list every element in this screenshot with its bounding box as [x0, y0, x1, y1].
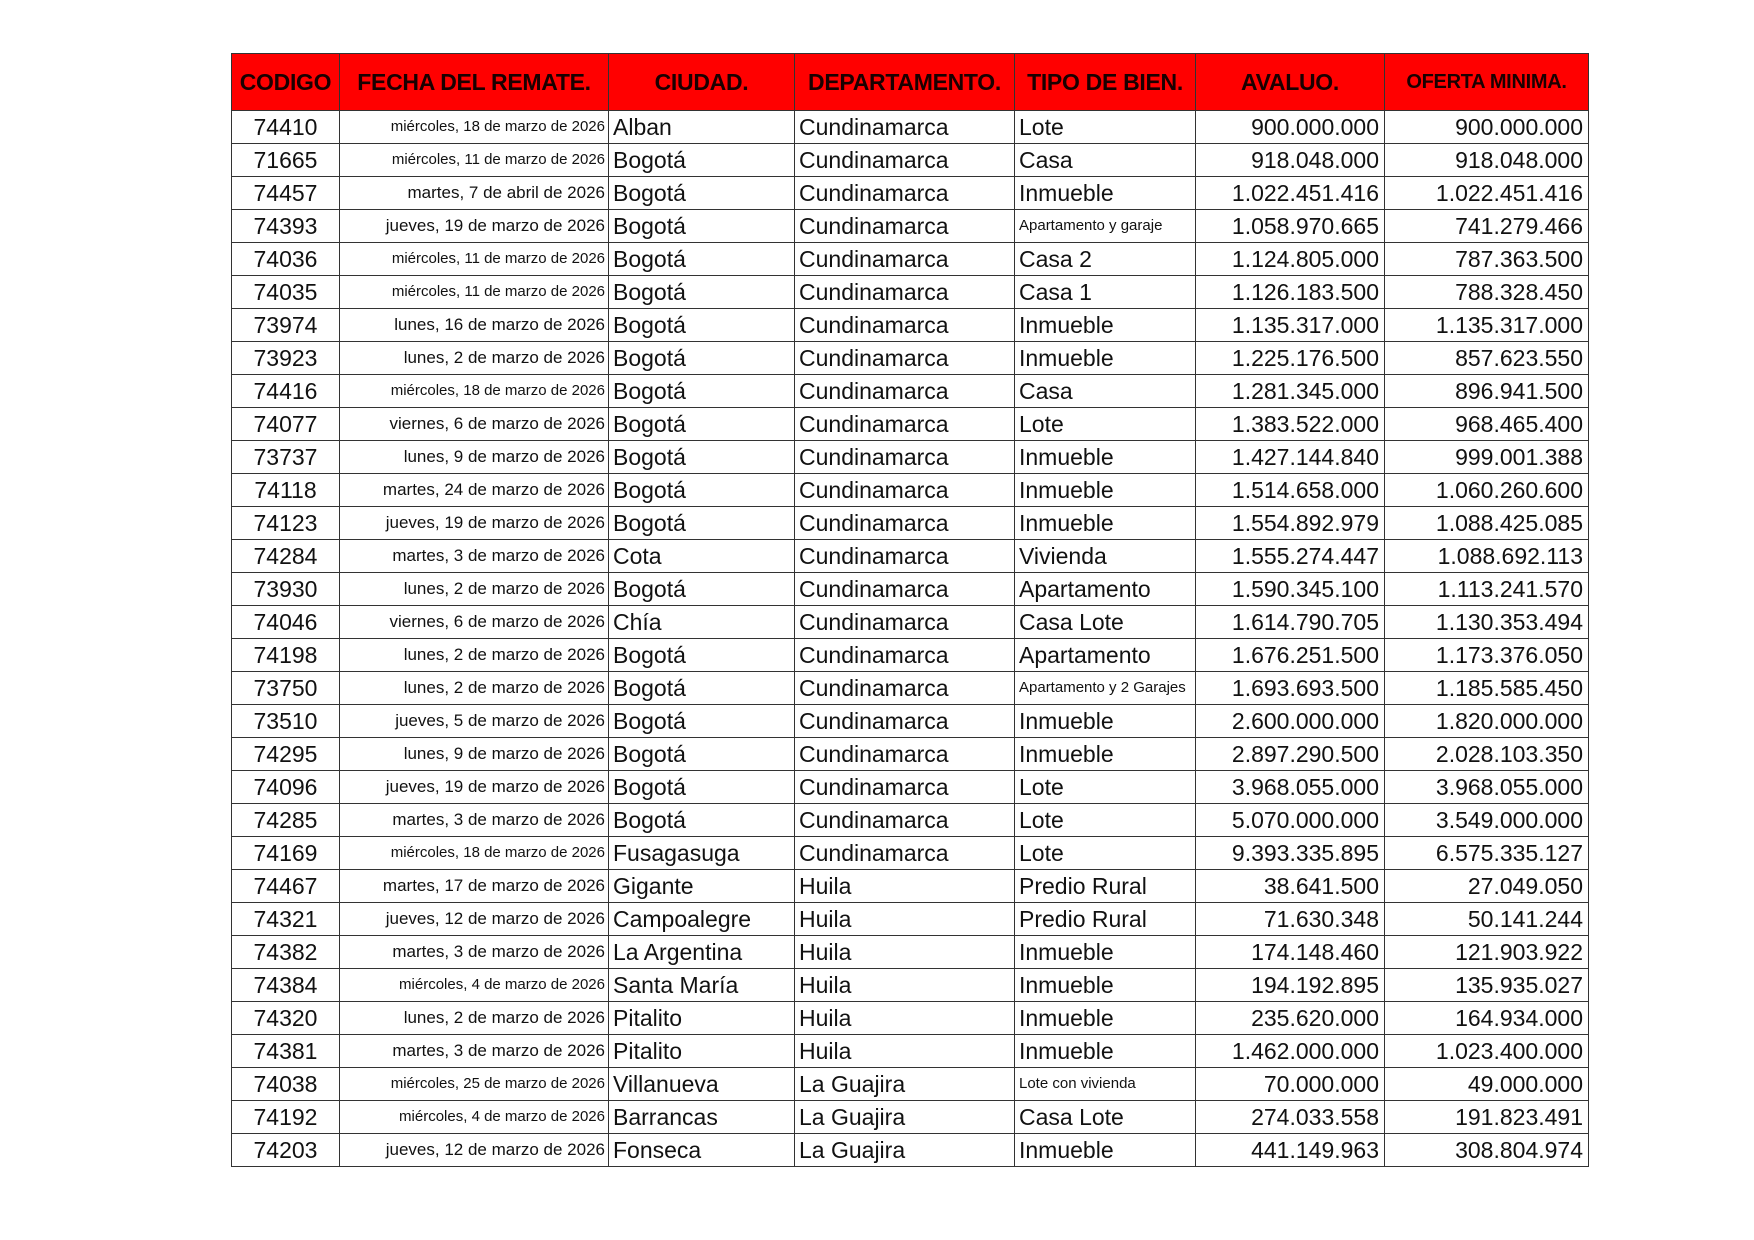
cell-oferta: 896.941.500: [1385, 375, 1589, 408]
cell-codigo: 74382: [232, 936, 340, 969]
cell-oferta: 1.060.260.600: [1385, 474, 1589, 507]
cell-tipo: Inmueble: [1015, 1134, 1196, 1167]
cell-tipo: Casa 2: [1015, 243, 1196, 276]
cell-oferta: 121.903.922: [1385, 936, 1589, 969]
cell-departamento: Cundinamarca: [795, 639, 1015, 672]
cell-tipo: Lote: [1015, 771, 1196, 804]
table-row: [232, 639, 1589, 672]
table-row: [232, 144, 1589, 177]
cell-codigo: 74123: [232, 507, 340, 540]
cell-departamento: Cundinamarca: [795, 441, 1015, 474]
cell-tipo: Predio Rural: [1015, 903, 1196, 936]
cell-fecha: martes, 17 de marzo de 2026: [340, 870, 609, 903]
cell-codigo: 73510: [232, 705, 340, 738]
cell-oferta: 1.135.317.000: [1385, 309, 1589, 342]
header-oferta: OFERTA MINIMA.: [1385, 54, 1589, 111]
cell-departamento: Cundinamarca: [795, 408, 1015, 441]
cell-avaluo: 900.000.000: [1196, 111, 1385, 144]
cell-tipo: Lote con vivienda: [1015, 1068, 1196, 1101]
cell-fecha: martes, 3 de marzo de 2026: [340, 1035, 609, 1068]
cell-ciudad: Villanueva: [609, 1068, 795, 1101]
cell-avaluo: 1.281.345.000: [1196, 375, 1385, 408]
cell-avaluo: 1.383.522.000: [1196, 408, 1385, 441]
cell-departamento: Cundinamarca: [795, 540, 1015, 573]
cell-departamento: Cundinamarca: [795, 738, 1015, 771]
auction-sheet: [231, 53, 1588, 1167]
cell-fecha: lunes, 9 de marzo de 2026: [340, 738, 609, 771]
cell-departamento: La Guajira: [795, 1101, 1015, 1134]
cell-ciudad: Bogotá: [609, 243, 795, 276]
header-avaluo: AVALUO.: [1196, 54, 1385, 111]
cell-tipo: Inmueble: [1015, 474, 1196, 507]
cell-oferta: 164.934.000: [1385, 1002, 1589, 1035]
cell-departamento: Cundinamarca: [795, 507, 1015, 540]
cell-tipo: Apartamento: [1015, 573, 1196, 606]
cell-ciudad: Bogotá: [609, 408, 795, 441]
cell-avaluo: 5.070.000.000: [1196, 804, 1385, 837]
cell-departamento: Huila: [795, 936, 1015, 969]
cell-ciudad: Barrancas: [609, 1101, 795, 1134]
cell-codigo: 74192: [232, 1101, 340, 1134]
cell-avaluo: 1.676.251.500: [1196, 639, 1385, 672]
cell-departamento: Cundinamarca: [795, 672, 1015, 705]
cell-oferta: 1.022.451.416: [1385, 177, 1589, 210]
cell-departamento: Cundinamarca: [795, 342, 1015, 375]
table-row: [232, 375, 1589, 408]
cell-fecha: lunes, 2 de marzo de 2026: [340, 1002, 609, 1035]
table-row: [232, 705, 1589, 738]
cell-tipo: Inmueble: [1015, 969, 1196, 1002]
cell-codigo: 73974: [232, 309, 340, 342]
cell-ciudad: Alban: [609, 111, 795, 144]
cell-tipo: Casa Lote: [1015, 606, 1196, 639]
cell-codigo: 74467: [232, 870, 340, 903]
cell-departamento: La Guajira: [795, 1134, 1015, 1167]
cell-tipo: Apartamento y garaje: [1015, 210, 1196, 243]
cell-avaluo: 38.641.500: [1196, 870, 1385, 903]
cell-avaluo: 71.630.348: [1196, 903, 1385, 936]
cell-avaluo: 274.033.558: [1196, 1101, 1385, 1134]
cell-avaluo: 1.427.144.840: [1196, 441, 1385, 474]
cell-codigo: 74457: [232, 177, 340, 210]
cell-tipo: Lote: [1015, 804, 1196, 837]
header-fecha: FECHA DEL REMATE.: [340, 54, 609, 111]
auction-table: [231, 53, 1589, 1167]
cell-oferta: 968.465.400: [1385, 408, 1589, 441]
cell-ciudad: Chía: [609, 606, 795, 639]
table-row: [232, 507, 1589, 540]
cell-tipo: Inmueble: [1015, 705, 1196, 738]
header-row: [232, 54, 1589, 111]
cell-tipo: Apartamento: [1015, 639, 1196, 672]
cell-departamento: Cundinamarca: [795, 573, 1015, 606]
cell-codigo: 74198: [232, 639, 340, 672]
cell-tipo: Inmueble: [1015, 507, 1196, 540]
cell-oferta: 191.823.491: [1385, 1101, 1589, 1134]
cell-fecha: martes, 3 de marzo de 2026: [340, 936, 609, 969]
cell-codigo: 74035: [232, 276, 340, 309]
cell-codigo: 74384: [232, 969, 340, 1002]
cell-oferta: 1.088.692.113: [1385, 540, 1589, 573]
cell-fecha: miércoles, 18 de marzo de 2026: [340, 111, 609, 144]
cell-fecha: miércoles, 11 de marzo de 2026: [340, 276, 609, 309]
cell-fecha: miércoles, 4 de marzo de 2026: [340, 969, 609, 1002]
cell-codigo: 74284: [232, 540, 340, 573]
cell-ciudad: Santa María: [609, 969, 795, 1002]
cell-fecha: lunes, 2 de marzo de 2026: [340, 342, 609, 375]
cell-oferta: 787.363.500: [1385, 243, 1589, 276]
cell-fecha: viernes, 6 de marzo de 2026: [340, 408, 609, 441]
table-row: [232, 1002, 1589, 1035]
cell-departamento: Cundinamarca: [795, 144, 1015, 177]
cell-tipo: Casa Lote: [1015, 1101, 1196, 1134]
cell-avaluo: 235.620.000: [1196, 1002, 1385, 1035]
cell-departamento: Cundinamarca: [795, 276, 1015, 309]
table-row: [232, 1134, 1589, 1167]
cell-tipo: Lote: [1015, 837, 1196, 870]
cell-departamento: Cundinamarca: [795, 111, 1015, 144]
cell-avaluo: 1.693.693.500: [1196, 672, 1385, 705]
cell-avaluo: 1.614.790.705: [1196, 606, 1385, 639]
cell-ciudad: Bogotá: [609, 441, 795, 474]
cell-ciudad: Cota: [609, 540, 795, 573]
cell-ciudad: Fusagasuga: [609, 837, 795, 870]
cell-tipo: Apartamento y 2 Garajes: [1015, 672, 1196, 705]
cell-codigo: 74169: [232, 837, 340, 870]
table-row: [232, 441, 1589, 474]
cell-departamento: Huila: [795, 969, 1015, 1002]
cell-tipo: Casa: [1015, 144, 1196, 177]
cell-ciudad: Bogotá: [609, 309, 795, 342]
table-row: [232, 210, 1589, 243]
cell-ciudad: Bogotá: [609, 639, 795, 672]
cell-ciudad: Bogotá: [609, 804, 795, 837]
cell-oferta: 2.028.103.350: [1385, 738, 1589, 771]
cell-fecha: miércoles, 4 de marzo de 2026: [340, 1101, 609, 1134]
cell-ciudad: Campoalegre: [609, 903, 795, 936]
header-departamento: DEPARTAMENTO.: [795, 54, 1015, 111]
cell-codigo: 74416: [232, 375, 340, 408]
cell-ciudad: Bogotá: [609, 507, 795, 540]
cell-oferta: 857.623.550: [1385, 342, 1589, 375]
cell-tipo: Inmueble: [1015, 309, 1196, 342]
cell-departamento: Cundinamarca: [795, 837, 1015, 870]
cell-tipo: Inmueble: [1015, 738, 1196, 771]
cell-codigo: 74203: [232, 1134, 340, 1167]
cell-oferta: 27.049.050: [1385, 870, 1589, 903]
cell-oferta: 50.141.244: [1385, 903, 1589, 936]
table-row: [232, 771, 1589, 804]
cell-fecha: jueves, 19 de marzo de 2026: [340, 771, 609, 804]
cell-fecha: jueves, 12 de marzo de 2026: [340, 903, 609, 936]
table-row: [232, 903, 1589, 936]
cell-departamento: Cundinamarca: [795, 771, 1015, 804]
cell-tipo: Inmueble: [1015, 1035, 1196, 1068]
cell-departamento: Cundinamarca: [795, 375, 1015, 408]
cell-ciudad: Bogotá: [609, 573, 795, 606]
cell-fecha: viernes, 6 de marzo de 2026: [340, 606, 609, 639]
cell-oferta: 900.000.000: [1385, 111, 1589, 144]
header-codigo: CODIGO: [232, 54, 340, 111]
cell-codigo: 74036: [232, 243, 340, 276]
cell-codigo: 74046: [232, 606, 340, 639]
cell-codigo: 73737: [232, 441, 340, 474]
cell-departamento: Cundinamarca: [795, 705, 1015, 738]
cell-codigo: 73750: [232, 672, 340, 705]
cell-tipo: Predio Rural: [1015, 870, 1196, 903]
cell-tipo: Lote: [1015, 408, 1196, 441]
table-row: [232, 540, 1589, 573]
cell-fecha: lunes, 2 de marzo de 2026: [340, 672, 609, 705]
cell-departamento: Cundinamarca: [795, 804, 1015, 837]
cell-tipo: Vivienda: [1015, 540, 1196, 573]
cell-ciudad: Bogotá: [609, 210, 795, 243]
cell-ciudad: Bogotá: [609, 276, 795, 309]
cell-fecha: jueves, 12 de marzo de 2026: [340, 1134, 609, 1167]
cell-codigo: 74118: [232, 474, 340, 507]
cell-fecha: jueves, 19 de marzo de 2026: [340, 507, 609, 540]
cell-oferta: 1.113.241.570: [1385, 573, 1589, 606]
table-row: [232, 177, 1589, 210]
cell-ciudad: Bogotá: [609, 144, 795, 177]
cell-fecha: jueves, 5 de marzo de 2026: [340, 705, 609, 738]
cell-departamento: Huila: [795, 1002, 1015, 1035]
cell-fecha: lunes, 9 de marzo de 2026: [340, 441, 609, 474]
cell-tipo: Inmueble: [1015, 936, 1196, 969]
table-row: [232, 870, 1589, 903]
cell-fecha: miércoles, 18 de marzo de 2026: [340, 375, 609, 408]
cell-ciudad: Bogotá: [609, 375, 795, 408]
header-tipo: TIPO DE BIEN.: [1015, 54, 1196, 111]
cell-fecha: martes, 24 de marzo de 2026: [340, 474, 609, 507]
cell-oferta: 1.130.353.494: [1385, 606, 1589, 639]
cell-departamento: Cundinamarca: [795, 474, 1015, 507]
cell-avaluo: 1.124.805.000: [1196, 243, 1385, 276]
cell-ciudad: Gigante: [609, 870, 795, 903]
table-row: [232, 474, 1589, 507]
cell-codigo: 74393: [232, 210, 340, 243]
cell-oferta: 1.820.000.000: [1385, 705, 1589, 738]
cell-ciudad: Pitalito: [609, 1002, 795, 1035]
cell-fecha: miércoles, 11 de marzo de 2026: [340, 243, 609, 276]
cell-tipo: Inmueble: [1015, 1002, 1196, 1035]
cell-oferta: 6.575.335.127: [1385, 837, 1589, 870]
cell-ciudad: Fonseca: [609, 1134, 795, 1167]
cell-fecha: lunes, 2 de marzo de 2026: [340, 573, 609, 606]
cell-avaluo: 9.393.335.895: [1196, 837, 1385, 870]
cell-avaluo: 1.135.317.000: [1196, 309, 1385, 342]
cell-avaluo: 441.149.963: [1196, 1134, 1385, 1167]
cell-fecha: lunes, 2 de marzo de 2026: [340, 639, 609, 672]
cell-codigo: 73923: [232, 342, 340, 375]
table-row: [232, 342, 1589, 375]
cell-departamento: Cundinamarca: [795, 309, 1015, 342]
table-row: [232, 672, 1589, 705]
cell-tipo: Inmueble: [1015, 342, 1196, 375]
header-ciudad: CIUDAD.: [609, 54, 795, 111]
cell-avaluo: 1.555.274.447: [1196, 540, 1385, 573]
cell-departamento: Cundinamarca: [795, 177, 1015, 210]
table-row: [232, 309, 1589, 342]
cell-departamento: Huila: [795, 1035, 1015, 1068]
cell-oferta: 1.088.425.085: [1385, 507, 1589, 540]
cell-codigo: 74038: [232, 1068, 340, 1101]
cell-oferta: 3.549.000.000: [1385, 804, 1589, 837]
cell-oferta: 741.279.466: [1385, 210, 1589, 243]
cell-avaluo: 1.126.183.500: [1196, 276, 1385, 309]
cell-codigo: 74381: [232, 1035, 340, 1068]
cell-oferta: 1.173.376.050: [1385, 639, 1589, 672]
table-body: [232, 111, 1589, 1167]
table-row: [232, 804, 1589, 837]
cell-codigo: 71665: [232, 144, 340, 177]
cell-avaluo: 3.968.055.000: [1196, 771, 1385, 804]
cell-oferta: 788.328.450: [1385, 276, 1589, 309]
cell-tipo: Inmueble: [1015, 177, 1196, 210]
cell-avaluo: 194.192.895: [1196, 969, 1385, 1002]
table-row: [232, 276, 1589, 309]
cell-codigo: 74295: [232, 738, 340, 771]
cell-avaluo: 70.000.000: [1196, 1068, 1385, 1101]
cell-ciudad: Bogotá: [609, 177, 795, 210]
cell-ciudad: Bogotá: [609, 705, 795, 738]
cell-avaluo: 1.554.892.979: [1196, 507, 1385, 540]
cell-avaluo: 918.048.000: [1196, 144, 1385, 177]
cell-avaluo: 1.590.345.100: [1196, 573, 1385, 606]
cell-oferta: 308.804.974: [1385, 1134, 1589, 1167]
table-row: [232, 1068, 1589, 1101]
table-row: [232, 969, 1589, 1002]
cell-codigo: 74410: [232, 111, 340, 144]
cell-tipo: Casa 1: [1015, 276, 1196, 309]
cell-oferta: 1.023.400.000: [1385, 1035, 1589, 1068]
cell-avaluo: 1.225.176.500: [1196, 342, 1385, 375]
cell-fecha: miércoles, 25 de marzo de 2026: [340, 1068, 609, 1101]
cell-ciudad: La Argentina: [609, 936, 795, 969]
table-row: [232, 1101, 1589, 1134]
table-row: [232, 837, 1589, 870]
cell-codigo: 74321: [232, 903, 340, 936]
cell-departamento: Cundinamarca: [795, 243, 1015, 276]
cell-codigo: 74320: [232, 1002, 340, 1035]
cell-ciudad: Pitalito: [609, 1035, 795, 1068]
cell-codigo: 74096: [232, 771, 340, 804]
cell-fecha: miércoles, 18 de marzo de 2026: [340, 837, 609, 870]
cell-tipo: Lote: [1015, 111, 1196, 144]
cell-codigo: 73930: [232, 573, 340, 606]
table-row: [232, 408, 1589, 441]
cell-oferta: 135.935.027: [1385, 969, 1589, 1002]
cell-avaluo: 2.600.000.000: [1196, 705, 1385, 738]
cell-departamento: La Guajira: [795, 1068, 1015, 1101]
cell-ciudad: Bogotá: [609, 672, 795, 705]
cell-departamento: Cundinamarca: [795, 210, 1015, 243]
cell-fecha: jueves, 19 de marzo de 2026: [340, 210, 609, 243]
cell-ciudad: Bogotá: [609, 342, 795, 375]
cell-fecha: martes, 3 de marzo de 2026: [340, 540, 609, 573]
cell-ciudad: Bogotá: [609, 771, 795, 804]
cell-oferta: 918.048.000: [1385, 144, 1589, 177]
cell-fecha: martes, 3 de marzo de 2026: [340, 804, 609, 837]
cell-oferta: 49.000.000: [1385, 1068, 1589, 1101]
cell-fecha: lunes, 16 de marzo de 2026: [340, 309, 609, 342]
cell-avaluo: 1.022.451.416: [1196, 177, 1385, 210]
cell-oferta: 3.968.055.000: [1385, 771, 1589, 804]
cell-avaluo: 2.897.290.500: [1196, 738, 1385, 771]
cell-oferta: 1.185.585.450: [1385, 672, 1589, 705]
table-row: [232, 936, 1589, 969]
cell-avaluo: 1.514.658.000: [1196, 474, 1385, 507]
cell-fecha: miércoles, 11 de marzo de 2026: [340, 144, 609, 177]
table-row: [232, 606, 1589, 639]
cell-avaluo: 174.148.460: [1196, 936, 1385, 969]
cell-departamento: Huila: [795, 870, 1015, 903]
cell-ciudad: Bogotá: [609, 738, 795, 771]
cell-codigo: 74285: [232, 804, 340, 837]
cell-tipo: Casa: [1015, 375, 1196, 408]
cell-avaluo: 1.058.970.665: [1196, 210, 1385, 243]
cell-avaluo: 1.462.000.000: [1196, 1035, 1385, 1068]
table-row: [232, 738, 1589, 771]
cell-ciudad: Bogotá: [609, 474, 795, 507]
cell-oferta: 999.001.388: [1385, 441, 1589, 474]
table-row: [232, 1035, 1589, 1068]
cell-tipo: Inmueble: [1015, 441, 1196, 474]
table-row: [232, 573, 1589, 606]
cell-departamento: Cundinamarca: [795, 606, 1015, 639]
cell-departamento: Huila: [795, 903, 1015, 936]
cell-codigo: 74077: [232, 408, 340, 441]
table-row: [232, 243, 1589, 276]
cell-fecha: martes, 7 de abril de 2026: [340, 177, 609, 210]
table-row: [232, 111, 1589, 144]
